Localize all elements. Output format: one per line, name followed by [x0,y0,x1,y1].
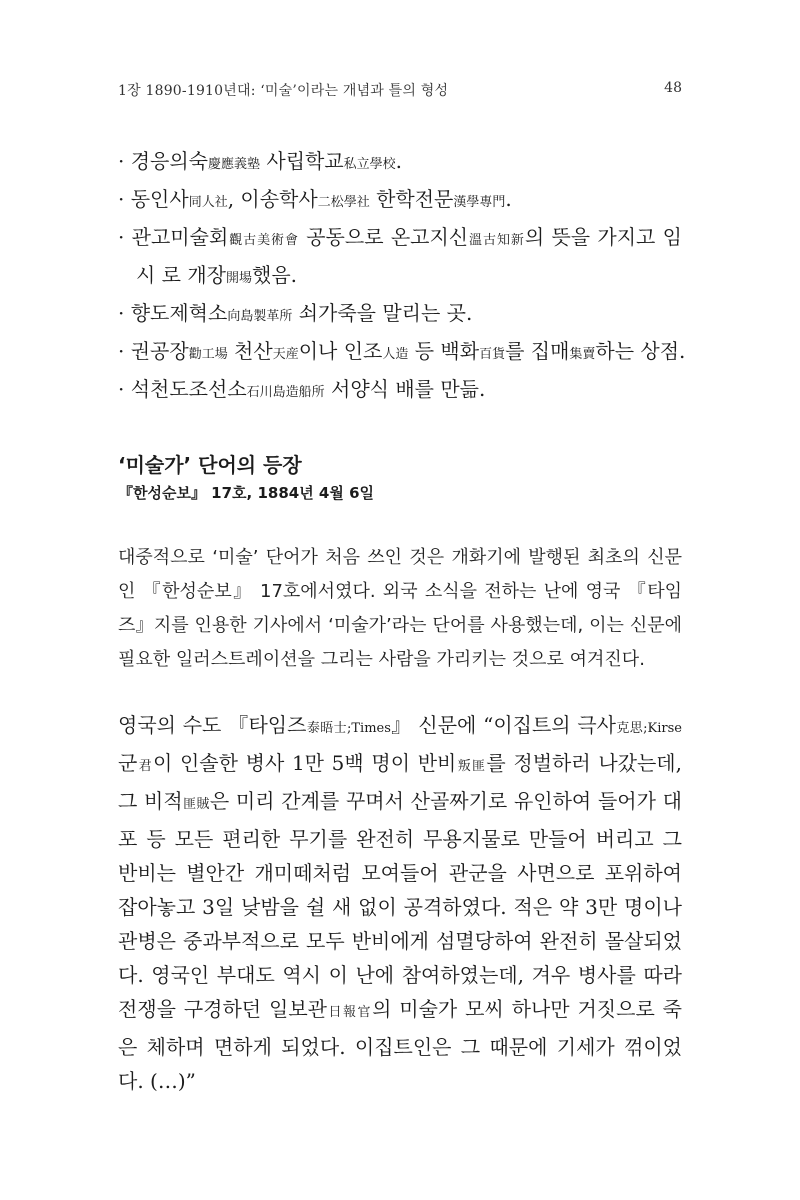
quote-paragraph: 영국의 수도 『타임즈泰晤士;Times』 신문에 “이집트의 극사克思;Kirse 군君이 인솔한 병사 1만 5백 명이 반비叛匪를 정벌하러 나갔는데, 그 비적匪賊은 미리 간계를 꾸며서 산골짜기로 유인하여 들어가 대포 등 모든 편리한 무기를 완전히 무용지물로 만들어 버리고 그 반비는 별안간 개미떼처럼 모여들어 관군을 사면으로 포위하여 잡아놓고 3일 낮밤을 쉴 새 없이 공격하였다. 적은 약 3만 명이나 관병은 중과부적으로 모두 반비에게 섬멸당하여 완전히 몰살되었다. 영국인 부대도 역시 이 난에 참여하였는데, 겨우 병사를 따라 전쟁을 구경하던 일보관日報官의 미술가 모씨 하나만 거짓으로 죽은 체하며 면하게 되었다. 이집트인은 그 때문에 기세가 꺾이었다. (…)” [118,713,682,1093]
list-item: · 권공장勸工場 천산天産이나 인조人造 등 백화百貨를 집매集賣하는 상점. [118,339,686,363]
list-item: · 석천도조선소石川島造船所 서양식 배를 만듦. [118,377,486,401]
page-number: 48 [664,80,682,96]
chapter-title: 1장 1890-1910년대: ‘미술’이라는 개념과 틀의 형성 [118,83,449,99]
list-item: · 경응의숙慶應義塾 사립학교私立學校. [118,149,403,173]
section-subtitle: 『한성순보』 17호, 1884년 4월 6일 [118,484,375,502]
list-item: · 향도제혁소向島製革所 쇠가죽을 말리는 곳. [118,301,473,325]
running-header [118,80,682,104]
list-item: · 동인사同人社, 이송학사二松學社 한학전문漢學專門. [118,187,512,211]
list-item: · 관고미술회觀古美術會 공동으로 온고지신溫古知新의 뜻을 가지고 임시 로 개장開場했음. [118,225,682,287]
intro-paragraph: 대중적으로 ‘미술’ 단어가 처음 쓰인 것은 개화기에 발행된 최초의 신문인 『한성순보』 17호에서였다. 외국 소식을 전하는 난에 영국 『타임즈』지를 인용한 기사에서 ‘미술가’라는 단어를 사용했는데, 이는 신문에 필요한 일러스트레이션을 그리는 사람을 가리키는 것으로 여겨진다. [118,547,682,670]
section-title: ‘미술가’ 단어의 등장 [118,453,302,477]
bullet-list [118,144,686,410]
